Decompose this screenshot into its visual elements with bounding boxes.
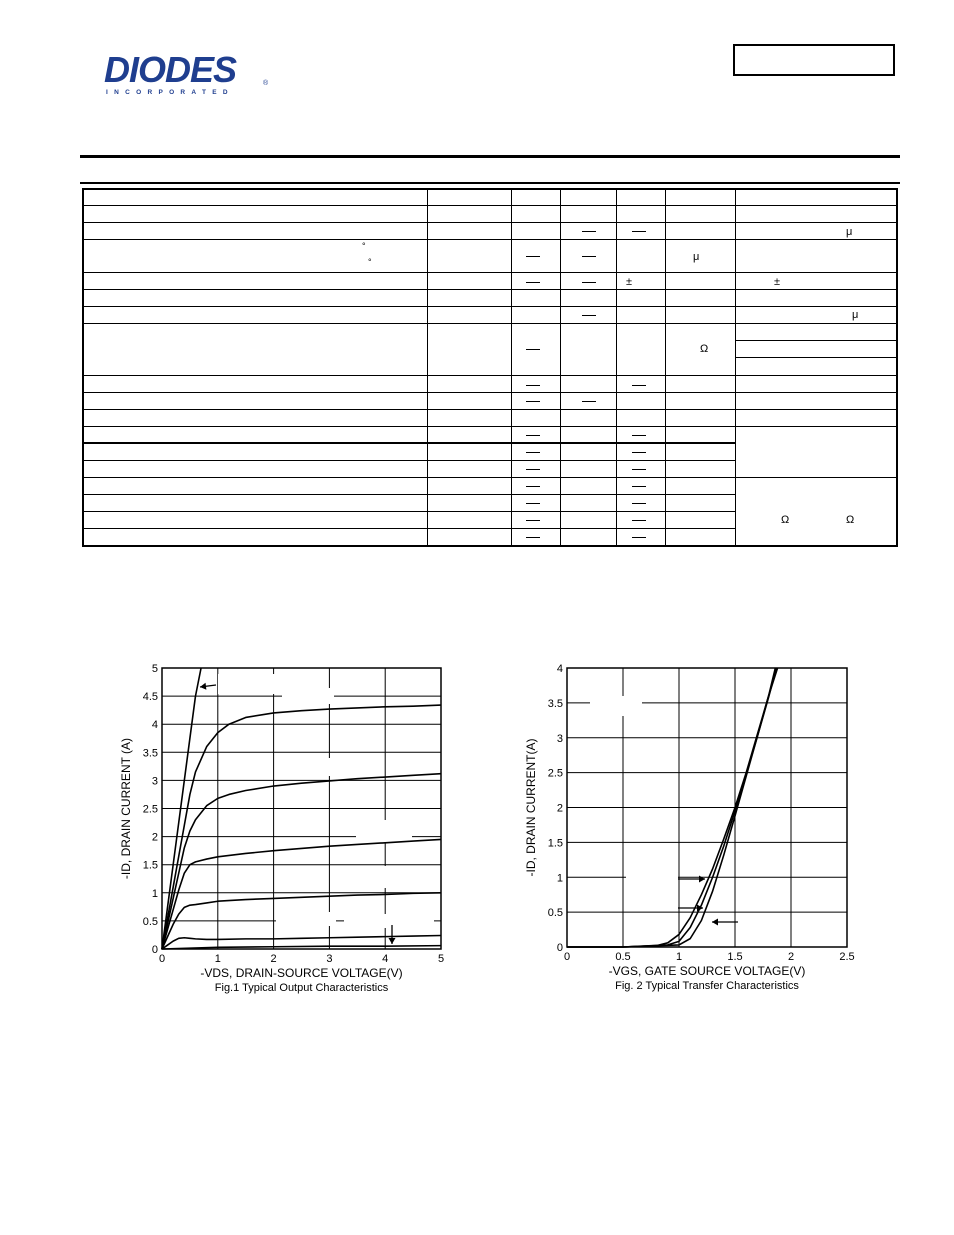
table-dash xyxy=(582,256,596,257)
row-divider xyxy=(84,477,896,478)
y-tick-label: 1 xyxy=(151,887,158,900)
annotation-background xyxy=(328,758,380,776)
col-divider xyxy=(511,190,512,545)
y-tick-label: 4 xyxy=(151,719,158,732)
y-axis-label: -ID, DRAIN CURRENT(A) xyxy=(524,738,538,877)
col-divider xyxy=(427,190,428,545)
table-dash xyxy=(632,231,646,232)
table-dash xyxy=(582,282,596,283)
unit-mu: μ xyxy=(846,226,853,238)
y-tick-label: 3.5 xyxy=(547,697,563,710)
plus-minus: ± xyxy=(774,276,781,288)
table-dash xyxy=(632,537,646,538)
x-axis-label: -VDS, DRAIN-SOURCE VOLTAGE(V) xyxy=(200,966,403,980)
table-dash xyxy=(526,537,540,538)
annotation-background xyxy=(282,688,334,704)
figure-caption: Fig. 2 Typical Transfer Characteristics xyxy=(615,980,799,992)
degree-sign: ° xyxy=(362,241,366,251)
header-rule-thin xyxy=(80,182,900,184)
degree-sign: ° xyxy=(368,257,372,267)
x-tick-label: 1.5 xyxy=(727,951,743,963)
x-axis-label: -VGS, GATE SOURCE VOLTAGE(V) xyxy=(608,964,806,978)
table-dash xyxy=(526,401,540,402)
electrical-characteristics-table xyxy=(82,188,898,547)
x-tick-label: 5 xyxy=(437,953,445,965)
x-tick-label: 0 xyxy=(158,953,166,965)
table-dash xyxy=(632,435,646,436)
row-divider xyxy=(84,239,896,240)
y-tick-label: 1.5 xyxy=(142,859,158,872)
y-tick-label: 0 xyxy=(151,944,158,956)
table-dash xyxy=(526,520,540,521)
figure-caption: Fig.1 Typical Output Characteristics xyxy=(214,982,389,994)
plus-minus: ± xyxy=(626,276,633,288)
row-divider xyxy=(84,528,735,529)
annotation-background xyxy=(352,866,424,888)
table-dash xyxy=(632,486,646,487)
col-divider xyxy=(665,190,666,545)
diodes-logo xyxy=(104,49,274,100)
table-dash xyxy=(526,452,540,453)
registered-mark: ® xyxy=(263,80,269,87)
output-characteristics-chart xyxy=(100,660,460,1000)
part-number-box xyxy=(733,44,895,76)
annotation-background xyxy=(344,914,434,928)
logo-subtitle: INCORPORATED xyxy=(106,89,234,96)
x-tick-label: 2 xyxy=(787,951,795,963)
row-divider xyxy=(84,409,896,410)
header-rule-thick xyxy=(80,155,900,158)
x-tick-label: 0.5 xyxy=(615,951,631,963)
row-divider xyxy=(84,323,896,324)
y-tick-label: 0.5 xyxy=(142,915,158,928)
table-dash xyxy=(582,231,596,232)
row-divider xyxy=(84,494,735,495)
unit-ohm: Ω xyxy=(781,514,790,526)
transfer-characteristics-chart xyxy=(510,660,870,1000)
annotation-background xyxy=(276,912,336,926)
unit-mu: μ xyxy=(693,251,700,263)
row-divider xyxy=(84,392,896,393)
row-divider xyxy=(84,460,735,461)
row-divider xyxy=(84,442,735,444)
y-tick-label: 5 xyxy=(151,663,158,675)
y-axis-label: -ID, DRAIN CURRENT (A) xyxy=(119,737,133,880)
y-tick-label: 0 xyxy=(556,942,563,954)
table-dash xyxy=(632,503,646,504)
row-divider xyxy=(735,340,896,341)
row-divider xyxy=(84,511,735,512)
table-dash xyxy=(582,315,596,316)
table-dash xyxy=(526,503,540,504)
col-divider xyxy=(616,190,617,545)
x-tick-label: 4 xyxy=(382,953,389,965)
table-dash xyxy=(526,435,540,436)
y-tick-label: 1 xyxy=(556,872,563,885)
row-divider xyxy=(84,426,896,427)
unit-ohm: Ω xyxy=(700,343,709,355)
y-tick-label: 3 xyxy=(151,775,158,788)
x-tick-label: 1 xyxy=(675,951,683,963)
y-tick-label: 4.5 xyxy=(142,691,158,704)
col-divider xyxy=(735,190,736,545)
table-dash xyxy=(526,349,540,350)
y-tick-label: 1.5 xyxy=(547,837,563,850)
x-tick-label: 0 xyxy=(563,951,571,963)
annotation-background xyxy=(590,696,642,716)
arrow-head xyxy=(697,905,703,912)
y-tick-label: 4 xyxy=(556,663,563,675)
annotation-background xyxy=(356,820,412,842)
table-dash xyxy=(526,282,540,283)
x-tick-label: 3 xyxy=(326,953,333,965)
table-dash xyxy=(632,452,646,453)
x-tick-label: 1 xyxy=(214,953,221,965)
x-tick-label: 2.5 xyxy=(839,951,855,963)
unit-ohm: Ω xyxy=(846,514,855,526)
row-divider xyxy=(84,205,896,206)
annotation-background xyxy=(218,674,278,694)
row-divider xyxy=(84,375,896,376)
unit-mu: μ xyxy=(852,309,859,321)
arrow-head xyxy=(389,938,396,944)
row-divider xyxy=(84,306,896,307)
table-dash xyxy=(526,256,540,257)
y-tick-label: 2.5 xyxy=(547,767,563,780)
table-dash xyxy=(526,385,540,386)
table-dash xyxy=(632,385,646,386)
y-tick-label: 3.5 xyxy=(142,747,158,760)
x-tick-label: 2 xyxy=(270,953,277,965)
row-divider xyxy=(84,289,896,290)
arrow-head xyxy=(699,876,705,883)
row-divider xyxy=(735,357,896,358)
row-divider xyxy=(84,222,896,223)
y-tick-label: 3 xyxy=(556,732,563,745)
y-tick-label: 2 xyxy=(151,831,158,844)
col-divider xyxy=(560,190,561,545)
arrow-head xyxy=(712,919,718,926)
table-dash xyxy=(632,469,646,470)
annotation-background xyxy=(626,868,678,908)
table-dash xyxy=(526,469,540,470)
y-tick-label: 0.5 xyxy=(547,907,563,920)
table-dash xyxy=(526,486,540,487)
row-divider xyxy=(84,272,896,273)
table-dash xyxy=(582,401,596,402)
y-tick-label: 2 xyxy=(556,802,563,815)
logo-wordmark: DIODES xyxy=(104,49,237,90)
y-tick-label: 2.5 xyxy=(142,803,158,816)
table-dash xyxy=(632,520,646,521)
